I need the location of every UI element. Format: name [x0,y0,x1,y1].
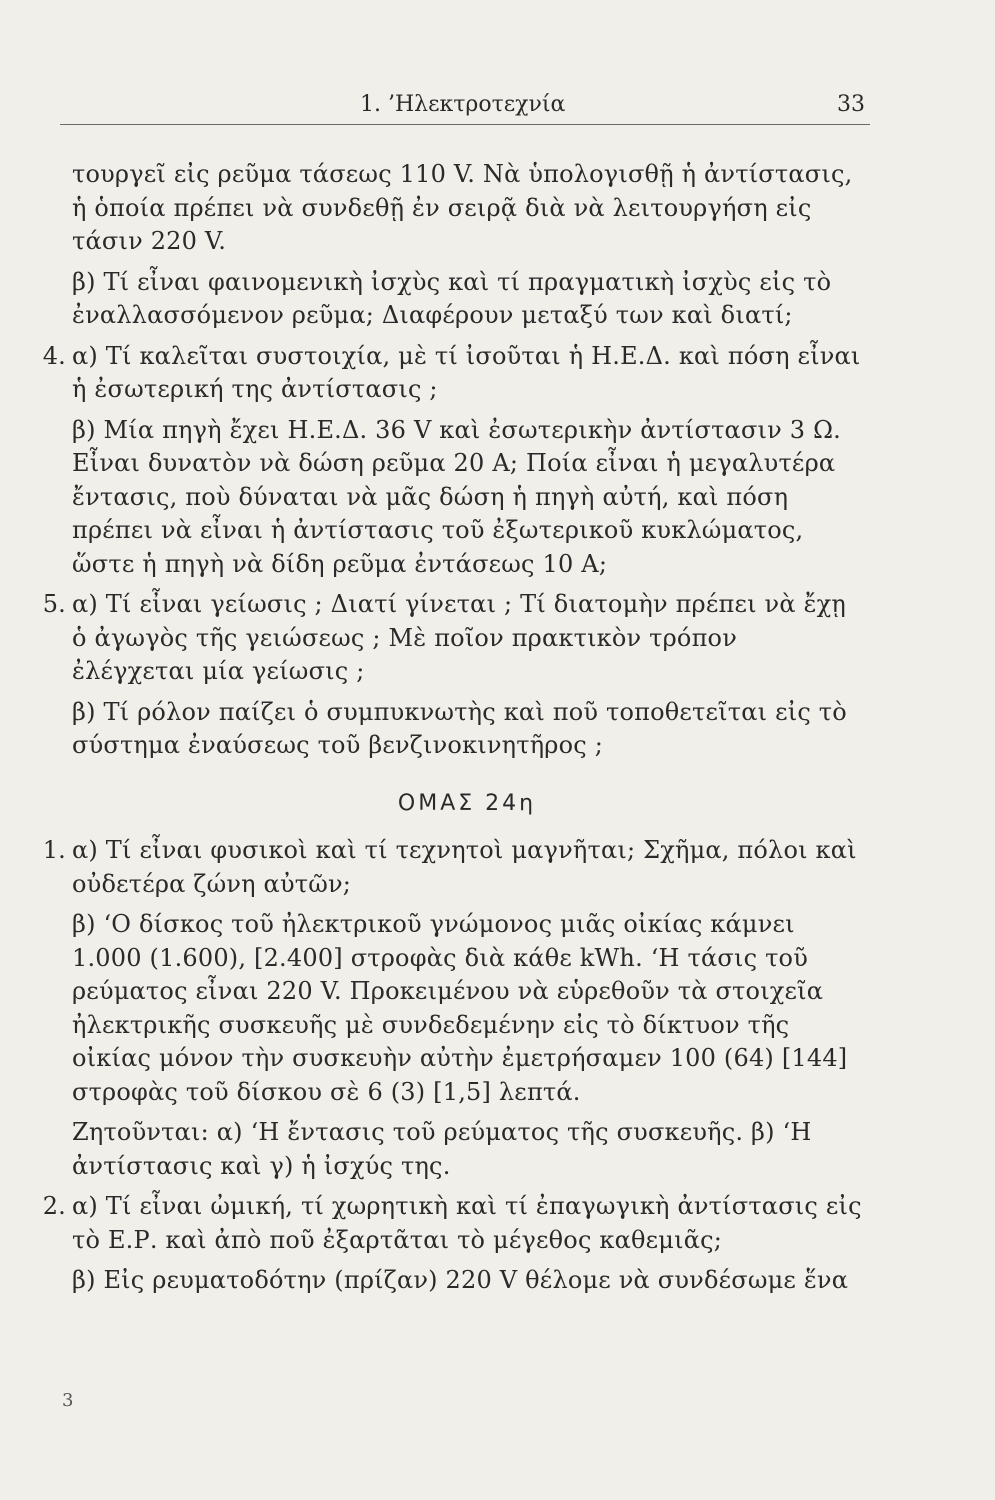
signature-mark: 3 [62,1390,74,1411]
header-rule [60,124,870,125]
page-number: 33 [837,92,865,117]
question-number: 5. [42,590,66,618]
question-number: 2. [42,1192,66,1220]
question-5-b: β) Τί ρόλον παίζει ὁ συμπυκνωτὴς καὶ ποῦ τοποθετεῖται εἰς τὸ σύστημα ἐναύσεως τοῦ βενζινοκινητῆρος ; [72,697,847,759]
question-number: 1. [42,836,66,864]
group-question-2 [42,1190,862,1298]
question-4-b: β) Μία πηγὴ ἔχει Η.Ε.Δ. 36 V καὶ ἐσωτερικὴν ἀντίστασιν 3 Ω. Εἶναι δυνατὸν νὰ δώση ρεῦμα 20 Α; Ποία εἶναι ἡ μεγαλυτέρα ἔντασις, ποὺ δύναται νὰ μᾶς δώση ἡ πηγὴ αὐτή, καὶ πόση πρέπει νὰ εἶναι ἡ ἀντίστασις τοῦ ἐξωτερικοῦ κυκλώματος, ὥστε ἡ πηγὴ νὰ δίδη ρεῦμα ἐντάσεως 10 Α; [72,415,842,578]
question-number: 4. [42,341,66,370]
question-5 [42,588,862,763]
question-4-a: α) Τί καλεῖται συστοιχία, μὲ τί ἰσοῦται ἡ Η.Ε.Δ. καὶ πόση εἶναι ἡ ἐσωτερική της ἀντίστασις ; [72,341,861,403]
group-question-1 [42,834,862,1183]
group-question-2-b: β) Εἰς ρευματοδότην (πρίζαν) 220 V θέλομε νὰ συνδέσωμε ἕνα [72,1266,849,1294]
group-heading: ΟΜΑΣ 24η [397,790,537,816]
page-body [42,158,862,1305]
group-question-2-a: α) Τί εἶναι ὠμική, τί χωρητικὴ καὶ τί ἐπαγωγικὴ ἀντίστασις εἰς τὸ Ε.Ρ. καὶ ἀπὸ ποῦ ἐξαρτᾶται τὸ μέγεθος καθεμιᾶς; [72,1192,862,1254]
group-question-1-c: Ζητοῦνται: α) ‘Η ἔντασις τοῦ ρεύματος τῆς συσκευῆς. β) ‘Η ἀντίστασις καὶ γ) ἡ ἰσχύς της. [72,1118,812,1180]
chapter-title: 1. ’Ηλεκτροτεχνία [360,92,566,117]
continued-paragraph: τουργεῖ εἰς ρεῦμα τάσεως 110 V. Νὰ ὑπολογισθῇ ἡ ἀντίστασις, ἡ ὁποία πρέπει νὰ συνδεθῇ ἐν σειρᾷ διὰ νὰ λειτουργήση εἰς τάσιν 220 V. [72,160,853,255]
question-3-b: β) Τί εἶναι φαινομενικὴ ἰσχὺς καὶ τί πραγματικὴ ἰσχὺς εἰς τὸ ἐναλλασσόμενον ρεῦμα; Διαφέρουν μεταξύ των καὶ διατί; [72,267,832,329]
group-question-1-b: β) ‘Ο δίσκος τοῦ ἠλεκτρικοῦ γνώμονος μιᾶς οἰκίας κάμνει 1.000 (1.600), [2.400] στροφὰς διὰ κάθε kWh. ‘Η τάσις τοῦ ρεύματος εἶναι 220 V. Προκειμένου νὰ εὑρεθοῦν τὰ στοιχεῖα ἠλεκτρικῆς συσκευῆς μὲ συνδεδεμένην εἰς τὸ δίκτυον τῆς οἰκίας μόνον τὴν συσκευὴν αὐτὴν ἐμετρήσαμεν 100 (64) [144] στροφὰς τοῦ δίσκου σὲ 6 (3) [1,5] λεπτά. [72,910,848,1106]
group-question-1-a: α) Τί εἶναι φυσικοὶ καὶ τί τεχνητοὶ μαγνῆται; Σχῆμα, πόλοι καὶ οὐδετέρα ζώνη αὐτῶν; [72,836,857,898]
running-header [70,88,865,122]
question-5-a: α) Τί εἶναι γείωσις ; Διατί γίνεται ; Τί διατομὴν πρέπει νὰ ἔχῃ ὁ ἀγωγὸς τῆς γειώσεως ; Μὲ ποῖον πρακτικὸν τρόπον ἐλέγχεται μία γείωσις ; [72,590,846,685]
question-4 [42,340,862,582]
